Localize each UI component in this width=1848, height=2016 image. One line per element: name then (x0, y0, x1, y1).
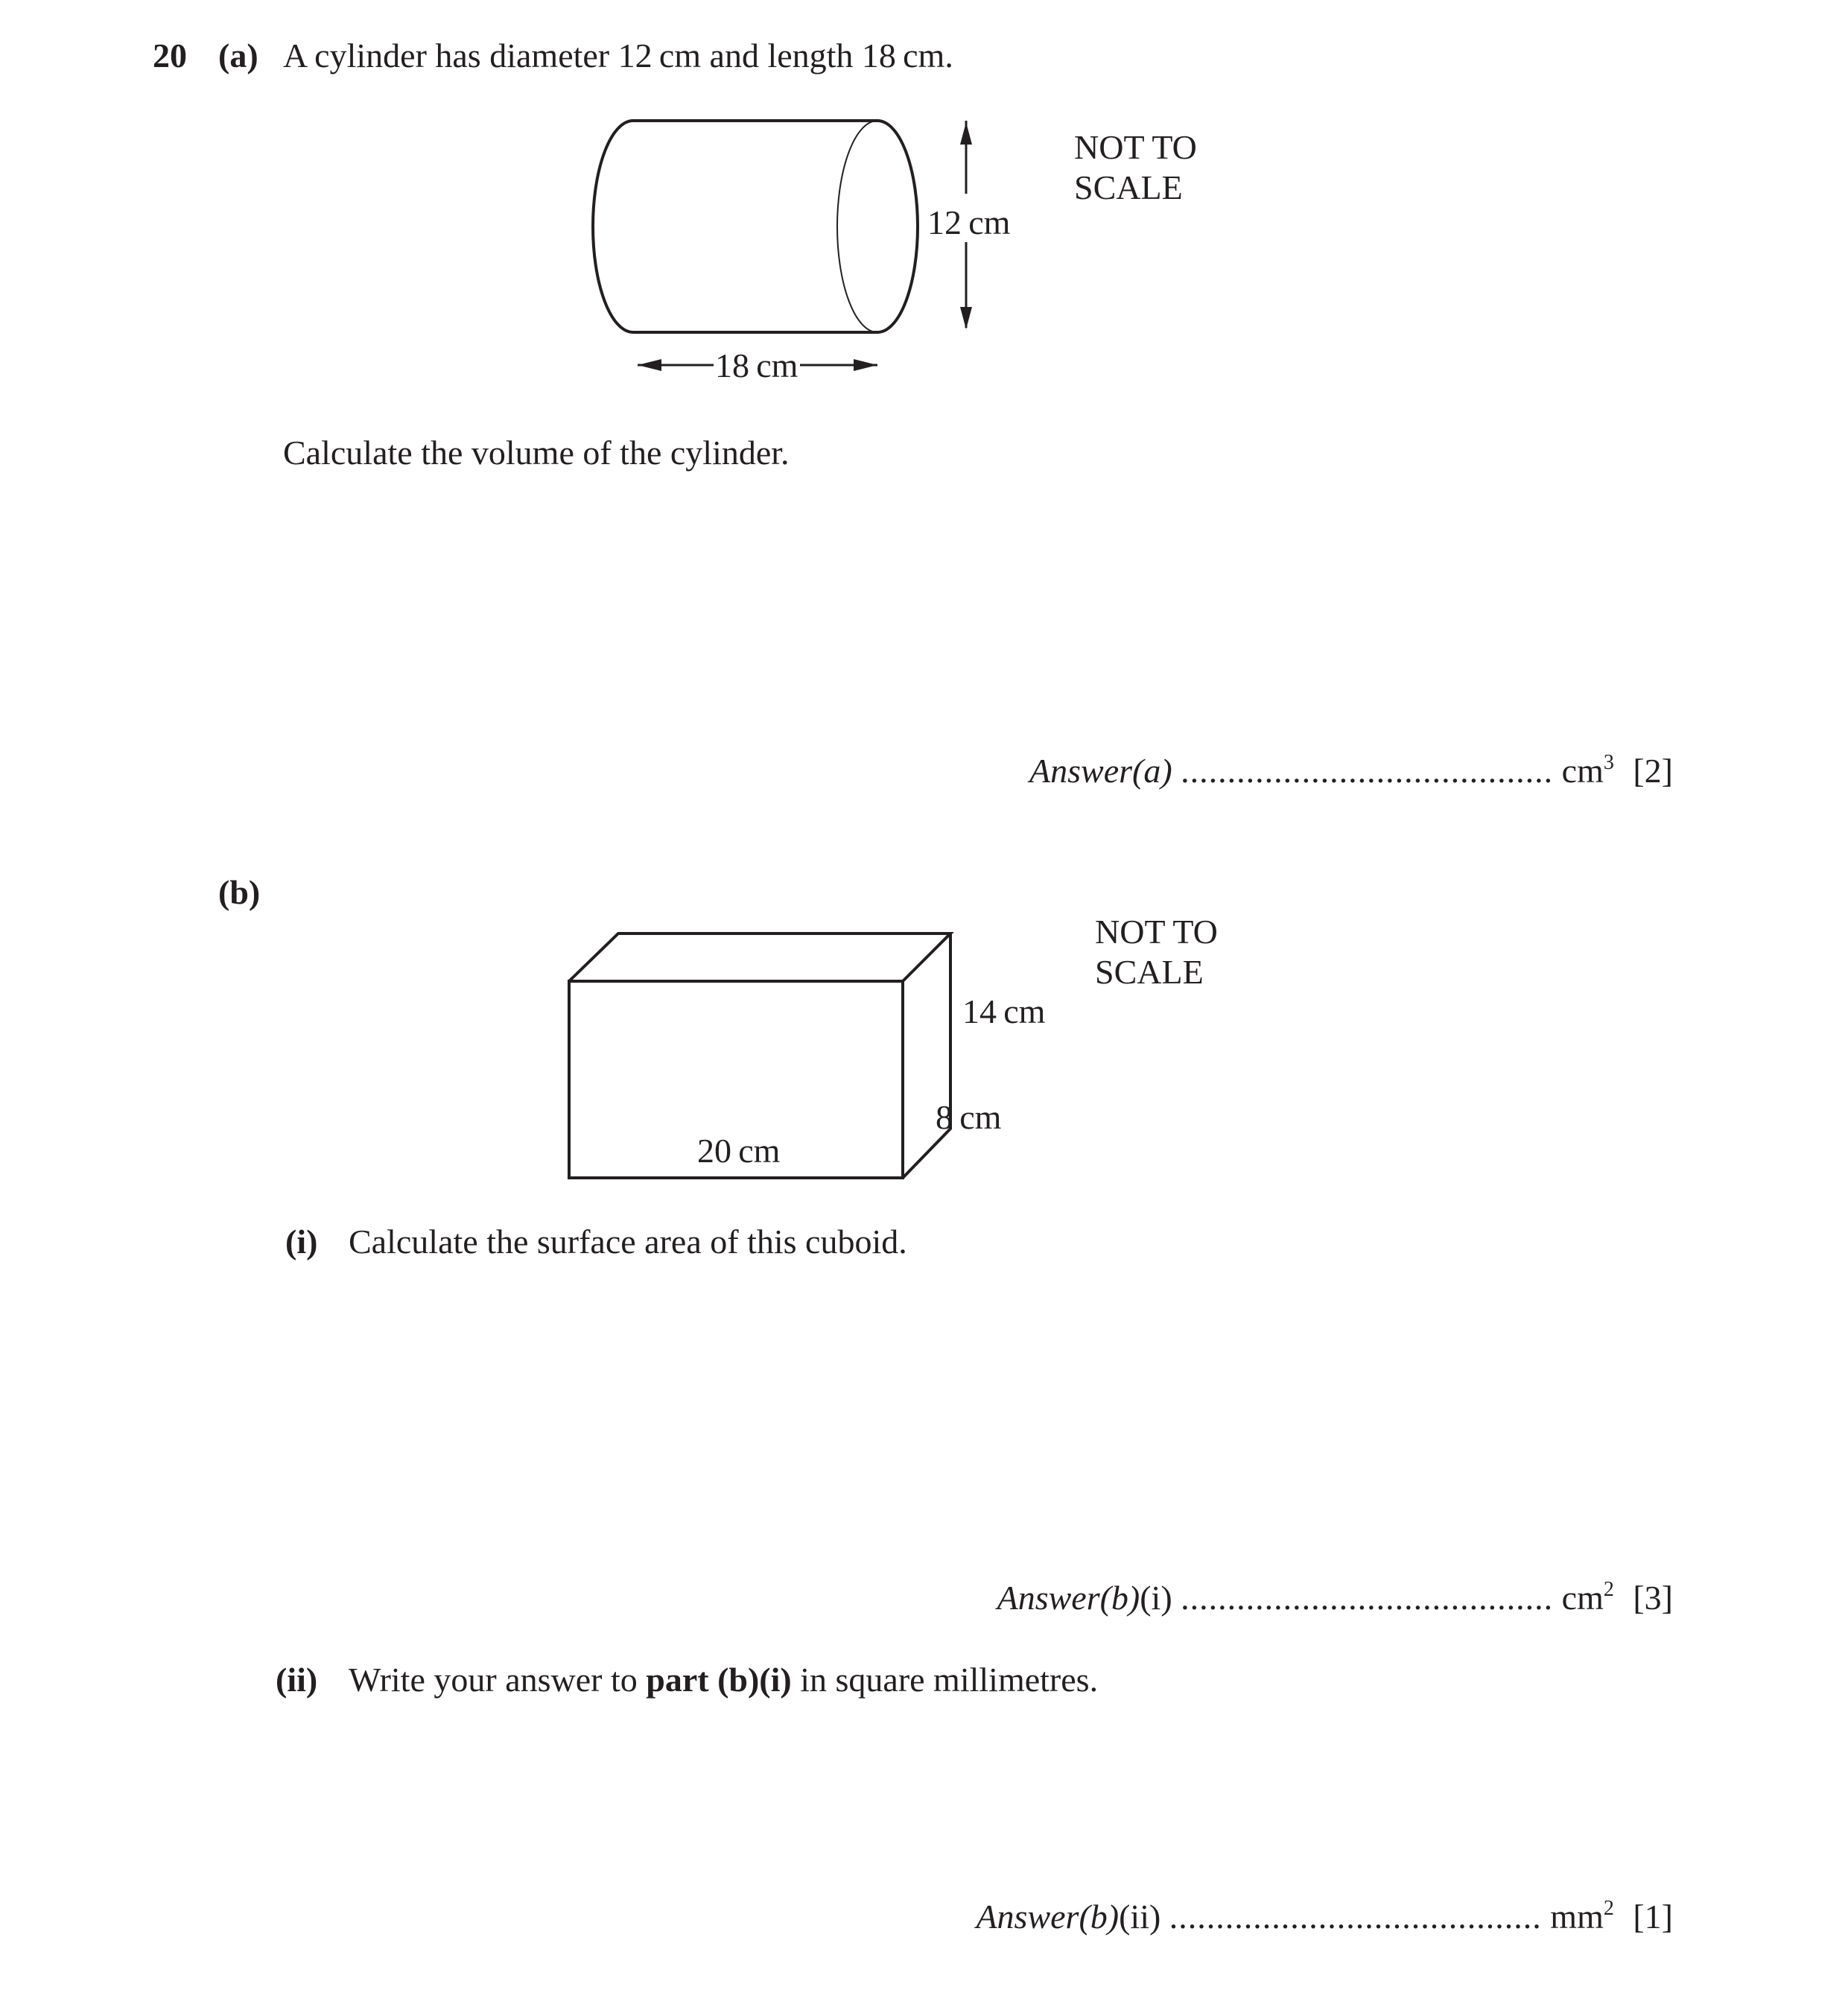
part-b-i-text: Calculate the surface area of this cuboid. (349, 1223, 907, 1261)
answer-b-ii-sublabel: (ii) (1119, 1898, 1161, 1936)
cuboid-diagram (566, 928, 1087, 1173)
answer-b-ii-unit: mm (1550, 1898, 1604, 1936)
answer-b-ii-label: Answer(b) (976, 1898, 1120, 1936)
cylinder-outline (593, 121, 918, 332)
cuboid-depth-label: 8 cm (936, 1098, 1002, 1136)
answer-a-unit: cm (1561, 752, 1604, 790)
part-b-ii-text-bold: part (b)(i) (646, 1661, 792, 1699)
cylinder-end-inner (837, 121, 877, 332)
answer-b-ii-unit-power: 2 (1603, 1897, 1614, 1920)
answer-b-i-line (997, 1578, 1673, 1617)
answer-b-ii-field[interactable]: ........................................ (1169, 1898, 1542, 1936)
answer-b-ii-marks: [1] (1633, 1898, 1673, 1936)
part-a-label: (a) (218, 37, 258, 75)
answer-b-i-unit-power: 2 (1603, 1578, 1614, 1601)
part-b-i-label: (i) (285, 1223, 318, 1261)
answer-b-i-field[interactable]: ........................................ (1181, 1579, 1554, 1617)
cylinder-diagram (581, 112, 1028, 395)
cylinder-length-label: 18 cm (715, 346, 798, 384)
part-b-ii-text-before: Write your answer to (349, 1661, 647, 1699)
answer-a-marks: [2] (1633, 752, 1673, 790)
part-b-ii-text (349, 1663, 1098, 1697)
part-b-ii-label: (ii) (276, 1661, 318, 1699)
answer-b-i-unit: cm (1561, 1579, 1604, 1617)
cuboid-side-face (903, 933, 950, 1178)
cuboid-top-face (569, 933, 950, 981)
part-b-ii-text-after: in square millimetres. (791, 1661, 1099, 1699)
answer-b-ii-line (976, 1897, 1673, 1936)
cuboid-height-label: 14 cm (962, 992, 1046, 1030)
part-a-text: A cylinder has diameter 12 cm and length 18 cm. (283, 37, 953, 75)
answer-a-line (1029, 751, 1673, 790)
scale-note-b-line2: SCALE (1095, 953, 1204, 991)
scale-note-b-line1: NOT TO (1095, 913, 1218, 951)
part-a-instruction: Calculate the volume of the cylinder. (283, 434, 790, 472)
answer-b-i-marks: [3] (1633, 1579, 1673, 1617)
answer-a-label: Answer(a) (1029, 752, 1172, 790)
cuboid-width-label: 20 cm (697, 1132, 781, 1170)
answer-a-unit-power: 3 (1603, 751, 1614, 774)
answer-b-i-label: Answer(b) (997, 1579, 1140, 1617)
question-number: 20 (153, 37, 187, 75)
answer-a-field[interactable]: ........................................ (1181, 752, 1554, 790)
scale-note-a-line2: SCALE (1074, 168, 1183, 206)
scale-note-a-line1: NOT TO (1074, 128, 1197, 166)
cylinder-height-label: 12 cm (927, 203, 1011, 241)
answer-b-i-sublabel: (i) (1140, 1579, 1172, 1617)
part-b-label: (b) (218, 873, 261, 911)
